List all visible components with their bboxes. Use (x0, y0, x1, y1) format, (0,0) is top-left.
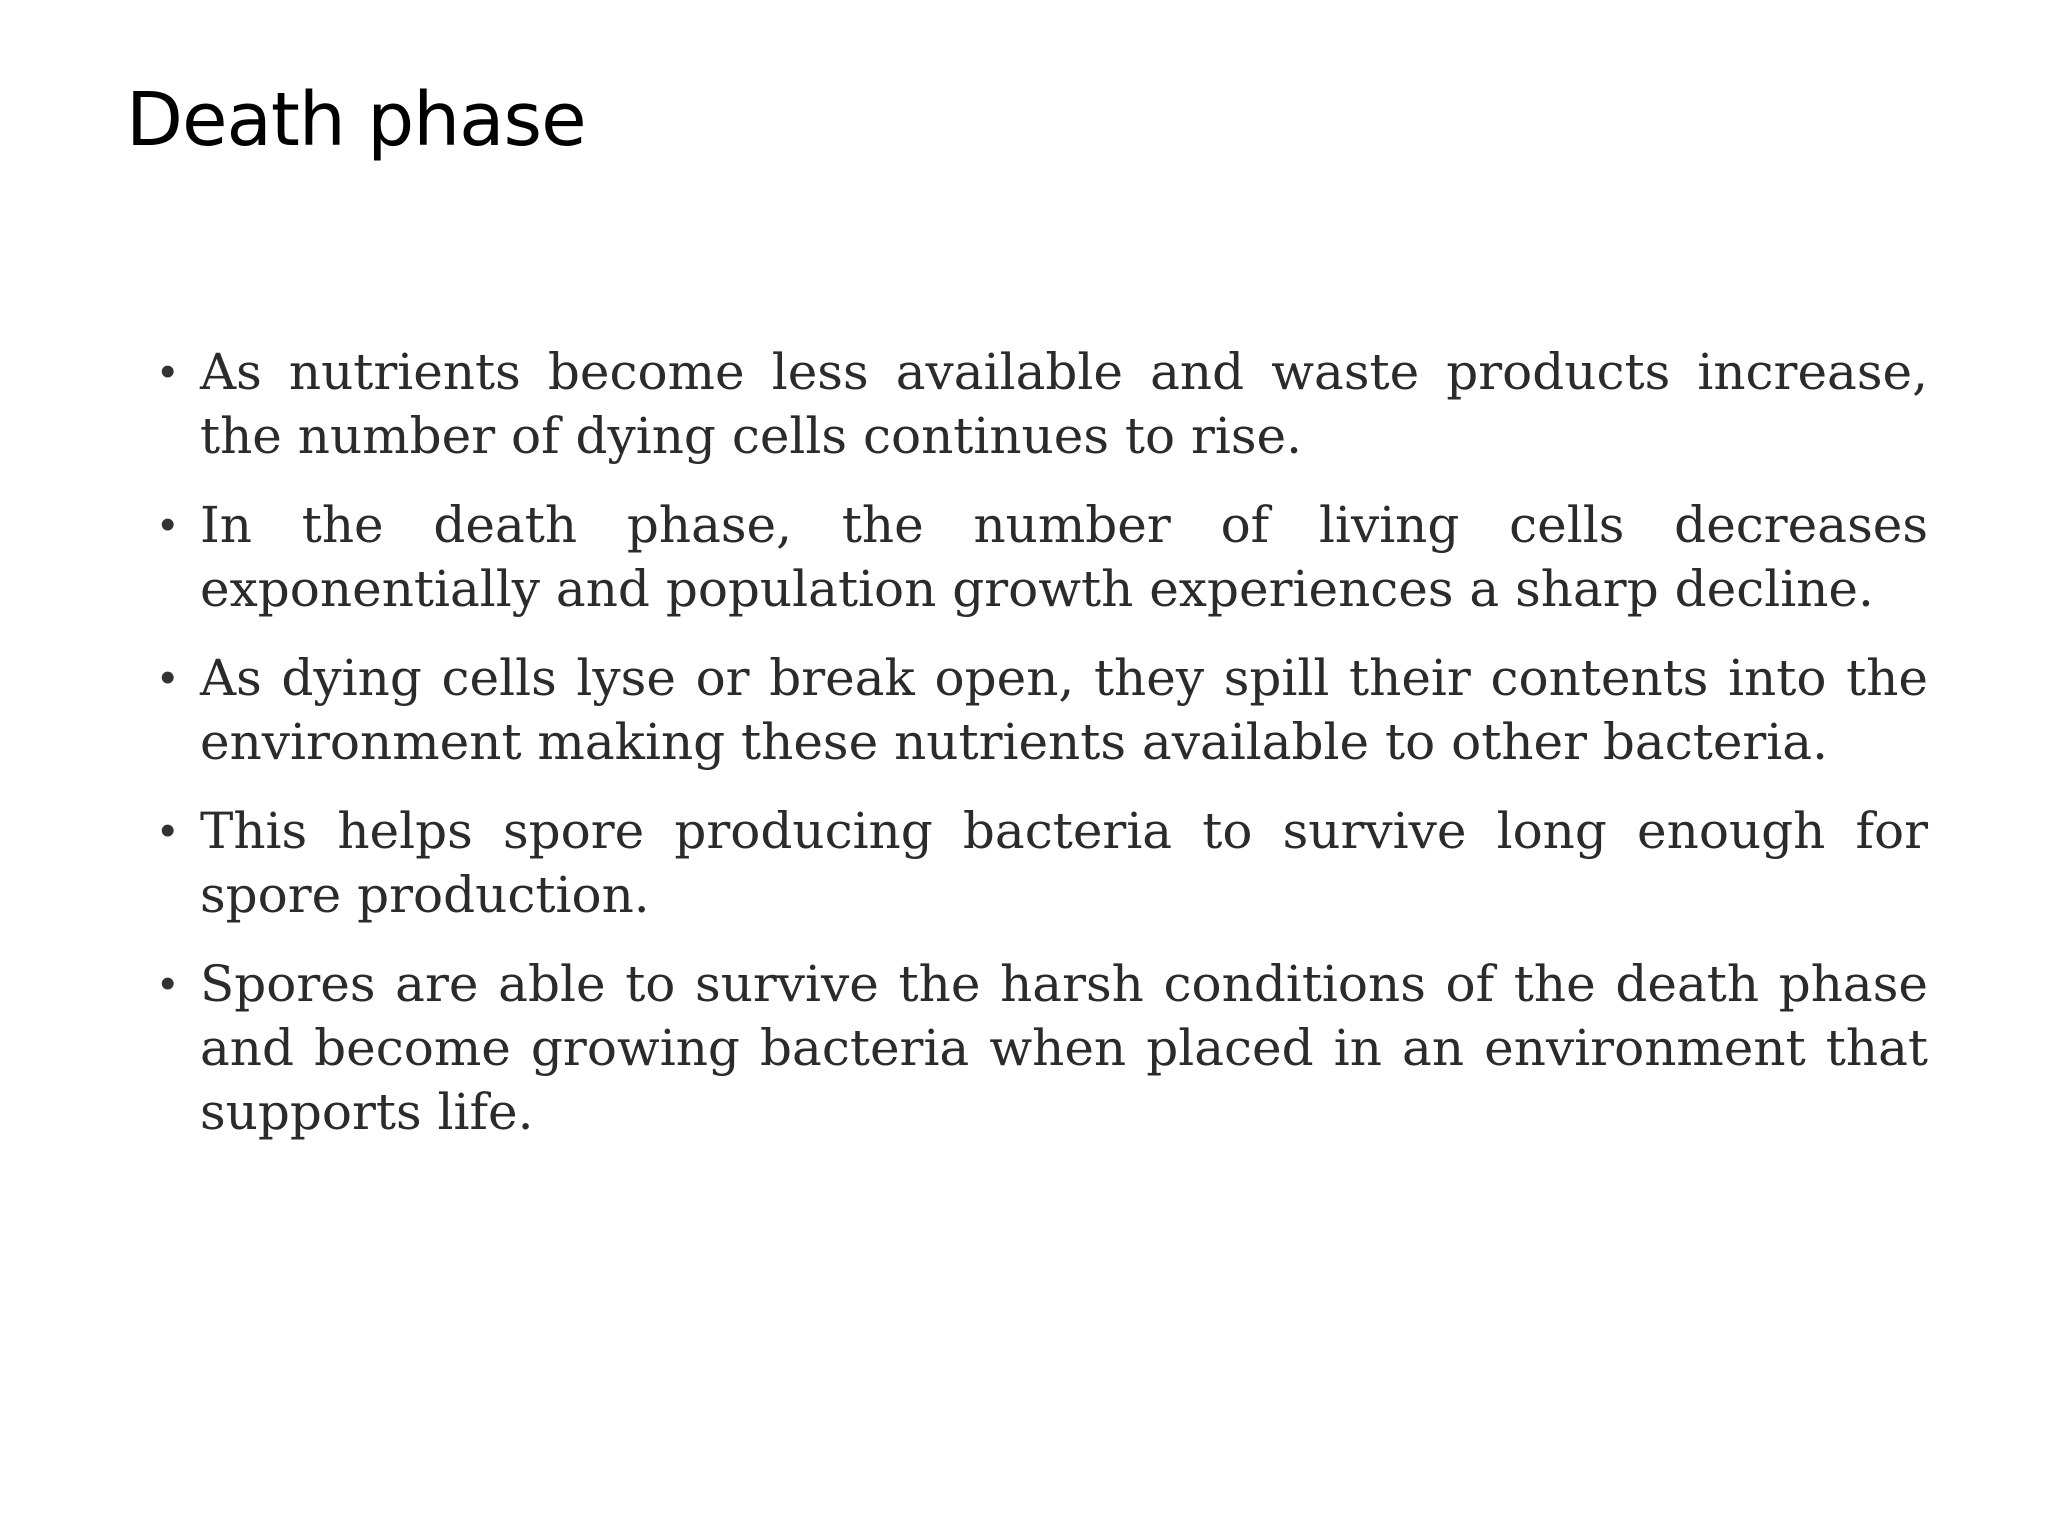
bullet-item (160, 646, 1928, 774)
bullet-icon: • (160, 959, 176, 1008)
bullet-item (160, 952, 1928, 1144)
bullet-text: As dying cells lyse or break open, they spill their contents into the environment making these nutrients available to other bacteria. (200, 649, 1928, 771)
bullet-icon: • (160, 806, 176, 855)
bullet-icon: • (160, 500, 176, 549)
bullet-item (160, 340, 1928, 468)
bullet-text: Spores are able to survive the harsh conditions of the death phase and become growing bacteria when placed in an environment that supports life. (200, 955, 1928, 1141)
bullet-item (160, 493, 1928, 621)
bullet-list (160, 340, 1928, 1169)
bullet-icon: • (160, 347, 176, 396)
slide-title: Death phase (126, 77, 586, 163)
bullet-icon: • (160, 653, 176, 702)
bullet-text: As nutrients become less available and waste products increase, the number of dying cells continues to rise. (200, 343, 1928, 465)
bullet-text: In the death phase, the number of living cells decreases exponentially and population growth experiences a sharp decline. (200, 496, 1928, 618)
bullet-item (160, 799, 1928, 927)
bullet-text: This helps spore producing bacteria to survive long enough for spore production. (200, 802, 1928, 924)
